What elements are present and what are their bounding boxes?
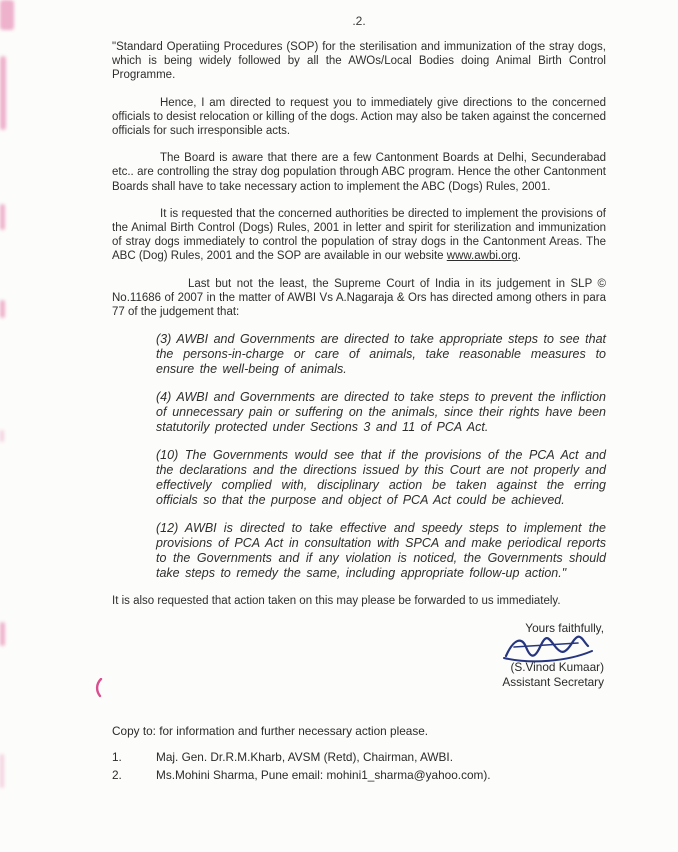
paragraph-abc-rules-end: .	[517, 250, 521, 263]
cc-item-text: Maj. Gen. Dr.R.M.Kharb, AVSM (Retd), Chairman, AWBI.	[156, 750, 453, 765]
closing-note: It is also requested that action taken on this may please be forwarded to us immediately.	[112, 595, 561, 608]
valediction: Yours faithfully,	[525, 621, 604, 636]
paragraph-supreme-court: Last but not the least, the Supreme Court of India in its judgement in SLP © No.11686 of 2007 in the matter of AWBI Vs A.Nagaraja & Ors has directed among others in para 77 of the judgement that:	[112, 277, 606, 319]
cc-item-number: 2.	[112, 767, 122, 782]
paragraph-abc-rules-text: It is requested that the concerned authorities be directed to implement the provisions of the Animal Birth Control (Dogs) Rules, 2001 in letter and spirit for sterilization and immunization of stray dogs immediately to control the population of stray dogs in the Cantonment Areas. The ABC (Dog) Rules, 2001 and the SOP are available in our website	[112, 207, 606, 263]
paragraph-cantonment: The Board is aware that there are a few Cantonment Boards at Delhi, Secunderabad etc.. are controlling the stray dog population through ABC program. Hence the other Cantonment Boards shall have to take necessary action to implement the ABC (Dogs) Rules, 2001.	[112, 152, 606, 193]
website-link: www.awbi.org	[446, 250, 518, 263]
cc-item-number: 1.	[112, 750, 122, 765]
cc-item	[112, 750, 606, 766]
paragraph-abc-rules	[112, 207, 606, 264]
cc-list	[112, 750, 606, 783]
signatory-title: Assistant Secretary	[502, 675, 604, 690]
page-number: .2.	[352, 14, 366, 28]
copy-to-note: Copy to: for information and further necessary action please.	[112, 724, 429, 739]
signature-block	[112, 621, 606, 690]
quote-para-10: (10) The Governments would see that if the provisions of the PCA Act and the declarations and the directions issued by this Court are not properly and effectively complied with, disciplinary action be taken against the erring officials so that the purpose and object of PCA Act could be achieved.	[156, 448, 606, 508]
paragraph-directions: Hence, I am directed to request you to immediately give directions to the concerned officials to desist relocation or killing of the dogs. Action may also be taken against the concerned officials for such irresponsible acts.	[112, 96, 606, 138]
quote-para-3: (3) AWBI and Governments are directed to take appropriate steps to see that the persons-in-charge or care of animals, take reasonable measures to ensure the well-being of animals.	[156, 332, 606, 377]
quote-para-4: (4) AWBI and Governments are directed to take steps to prevent the infliction of unnecessary pain or suffering on the animals, since their rights have been statutorily protected under Sections 3 and 11 of PCA Act.	[156, 390, 606, 435]
paragraph-sop: "Standard Operatiing Procedures (SOP) for the sterilisation and immunization of the stray dogs, which is being widely followed by all the AWOs/Local Bodies doing Animal Birth Control Programme.	[112, 41, 606, 82]
cc-item	[112, 768, 606, 784]
signatory-name: (S.Vinod Kumaar)	[510, 660, 604, 675]
cc-item-text: Ms.Mohini Sharma, Pune email: mohini1_sharma@yahoo.com).	[156, 767, 491, 782]
quote-para-12: (12) AWBI is directed to take effective and speedy steps to implement the provisions of PCA Act in consultation with SPCA and make periodical reports to the Governments and if any violation is noticed, the Governments should take steps to remedy the same, including appropriate follow-up action."	[156, 521, 606, 581]
